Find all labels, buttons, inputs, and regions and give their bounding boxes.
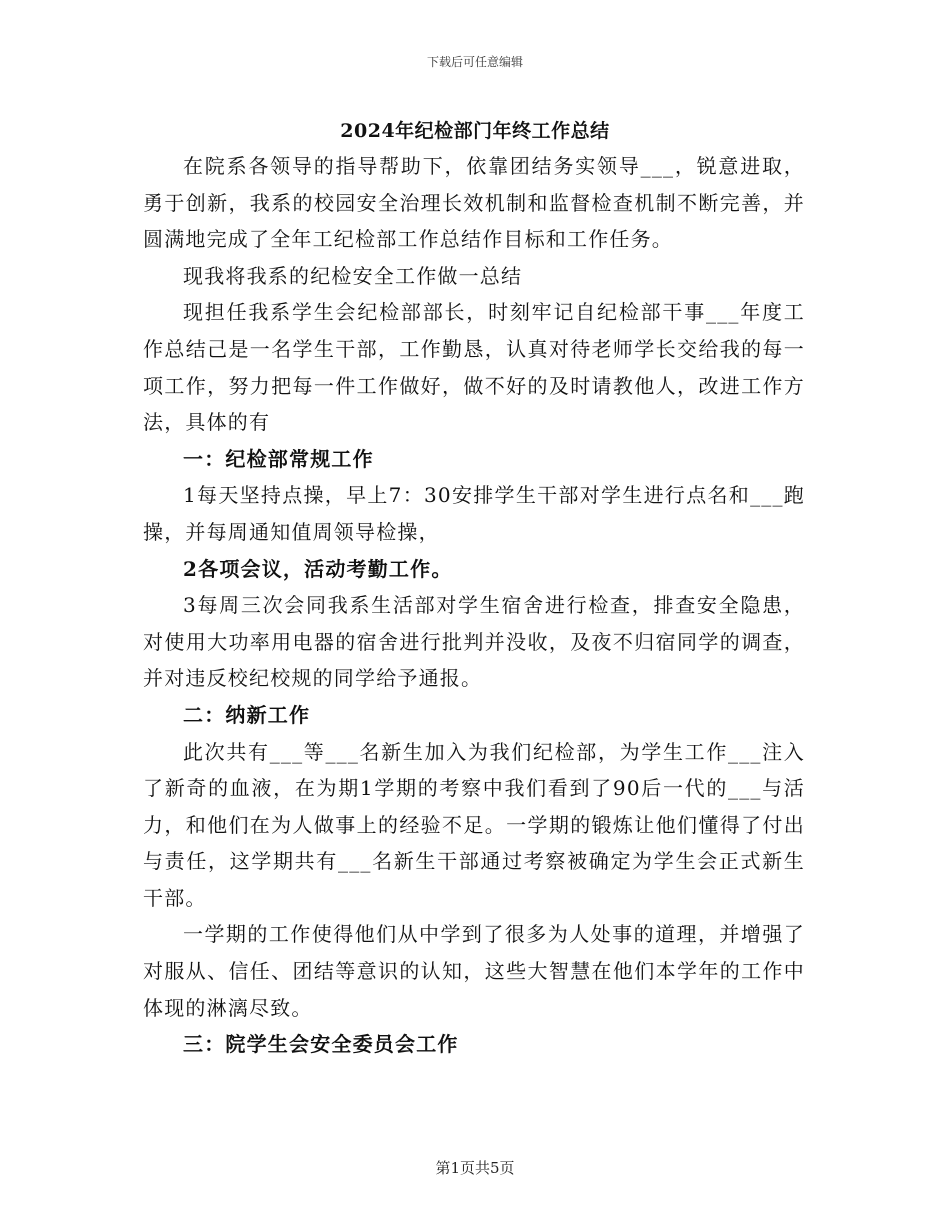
page-number: 第1页共5页 — [435, 1159, 515, 1177]
document-title: 2024年纪检部门年终工作总结 — [340, 120, 610, 142]
paragraph: 现担任我系学生会纪检部部长，时刻牢记自纪检部干事___年度工作总结己是一名学生干部，工作勤恳，认真对待老师学长交给我的每一项工作，努力把每一件工作做好，做不好的及时请教他人，改进工作方法，具体的有 — [143, 300, 805, 435]
section-heading: 一：纪检部常规工作 — [183, 446, 374, 471]
section-heading: 二：纳新工作 — [183, 702, 311, 727]
paragraph: 1每天坚持点操，早上7：30安排学生干部对学生进行点名和___跑操，并每周通知值周领导检操， — [143, 483, 805, 544]
document-body — [143, 148, 805, 1063]
paragraph: 3每周三次会同我系生活部对学生宿舍进行检查，排查安全隐患，对使用大功率用电器的宿舍进行批判并没收，及夜不归宿同学的调查，并对违反校纪校规的同学给予通报。 — [143, 593, 805, 691]
paragraph: 此次共有___等___名新生加入为我们纪检部，为学生工作___注入了新奇的血液，在为期1学期的考察中我们看到了90后一代的___与活力，和他们在为人做事上的经验不足。一学期的锻炼让他们懂得了付出与责任，这学期共有___名新生干部通过考察被确定为学生会正式新生干部。 — [143, 739, 805, 910]
paragraph: 在院系各领导的指导帮助下，依靠团结务实领导___，锐意进取，勇于创新，我系的校园安全治理长效机制和监督检查机制不断完善，并圆满地完成了全年工纪检部工作总结作目标和工作任务。 — [143, 154, 805, 252]
header-note: 下载后可任意编辑 — [426, 55, 523, 69]
section-heading: 2各项会议，活动考勤工作。 — [183, 556, 453, 581]
paragraph: 现我将我系的纪检安全工作做一总结 — [183, 263, 523, 288]
paragraph: 一学期的工作使得他们从中学到了很多为人处事的道理，并增强了对服从、信任、团结等意识的认知，这些大智慧在他们本学年的工作中体现的淋漓尽致。 — [143, 922, 805, 1020]
section-heading: 三：院学生会安全委员会工作 — [183, 1032, 459, 1057]
